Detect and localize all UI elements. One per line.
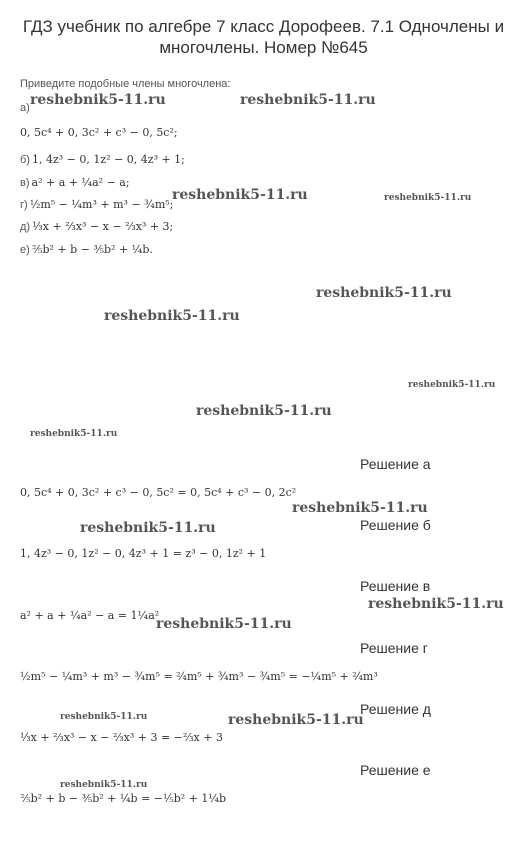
- title-line-1: ГДЗ учебник по алгебре 7 класс Дорофеев. 7.1 Одночлены и: [22, 17, 505, 36]
- task-label: в): [20, 177, 30, 189]
- solution-g-expression: ½m⁵ − ¼m³ + m³ − ¾m⁵ = ²⁄₄m⁵ + ¾m³ − ¾m⁵ = −¼m⁵ + ²⁄₄m³: [20, 670, 378, 683]
- task-label: д): [20, 221, 31, 233]
- watermark: reshebnik5-11.ru: [384, 193, 472, 203]
- solution-e-title: Решение е: [360, 762, 431, 778]
- task-expression: ½m⁵ − ¼m³ + m³ − ¾m⁵;: [29, 198, 174, 211]
- task-expression: 1, 4z³ − 0, 1z² − 0, 4z³ + 1;: [31, 153, 185, 166]
- solution-e-expression: ⅖b² + b − ⅗b² + ¼b = −⅕b² + 1¼b: [20, 792, 227, 805]
- solution-a-title: Решение а: [360, 456, 431, 472]
- task-label: г): [20, 199, 28, 211]
- watermark: reshebnik5-11.ru: [156, 616, 292, 632]
- solution-d-title: Решение д: [360, 701, 431, 717]
- watermark: reshebnik5-11.ru: [368, 596, 504, 612]
- watermark: reshebnik5-11.ru: [196, 403, 332, 419]
- watermark: reshebnik5-11.ru: [316, 285, 452, 301]
- task-expression: ⅓x + ⅔x³ − x − ⅔x³ + 3;: [32, 220, 174, 233]
- task-label: е): [20, 244, 30, 256]
- task-instruction: Приведите подобные члены многочлена:: [20, 78, 231, 90]
- solution-a-expression: 0, 5c⁴ + 0, 3c² + c³ − 0, 5c² = 0, 5c⁴ + c³ − 0, 2c²: [20, 486, 297, 499]
- watermark: reshebnik5-11.ru: [240, 92, 376, 108]
- watermark: reshebnik5-11.ru: [292, 500, 428, 516]
- task-expression: ⅖b² + b − ⅗b² + ¼b.: [31, 243, 153, 256]
- task-label: б): [20, 154, 30, 166]
- solution-b-title: Решение б: [360, 517, 431, 533]
- title-line-2: многочлены. Номер №645: [159, 38, 368, 57]
- task-item-v: [20, 171, 130, 190]
- task-item-g: [20, 193, 173, 212]
- task-label: а): [20, 102, 30, 114]
- solution-v-expression: a² + a + ¼a² − a = 1¼a²: [20, 609, 160, 622]
- solution-d-expression: ⅓x + ⅔x³ − x − ⅔x³ + 3 = −⅔x + 3: [20, 731, 223, 744]
- watermark: reshebnik5-11.ru: [228, 712, 364, 728]
- solution-v-title: Решение в: [360, 578, 431, 594]
- solution-b-expression: 1, 4z³ − 0, 1z² − 0, 4z³ + 1 = z³ − 0, 1z² + 1: [20, 547, 267, 560]
- task-item-d: [20, 215, 173, 234]
- watermark: reshebnik5-11.ru: [60, 712, 148, 722]
- page-title: [0, 16, 527, 58]
- task-expression: a² + a + ¼a² − a;: [31, 176, 130, 189]
- watermark: reshebnik5-11.ru: [408, 380, 496, 390]
- task-expression: 0, 5c⁴ + 0, 3c² + c³ − 0, 5c²;: [20, 126, 178, 139]
- watermark: reshebnik5-11.ru: [30, 92, 166, 108]
- watermark: reshebnik5-11.ru: [172, 187, 308, 203]
- watermark: reshebnik5-11.ru: [80, 520, 216, 536]
- task-item-e: [20, 238, 153, 257]
- watermark: reshebnik5-11.ru: [30, 429, 118, 439]
- watermark: reshebnik5-11.ru: [60, 780, 148, 790]
- task-item-b: [20, 148, 185, 167]
- watermark: reshebnik5-11.ru: [104, 308, 240, 324]
- solution-g-title: Решение г: [360, 640, 428, 656]
